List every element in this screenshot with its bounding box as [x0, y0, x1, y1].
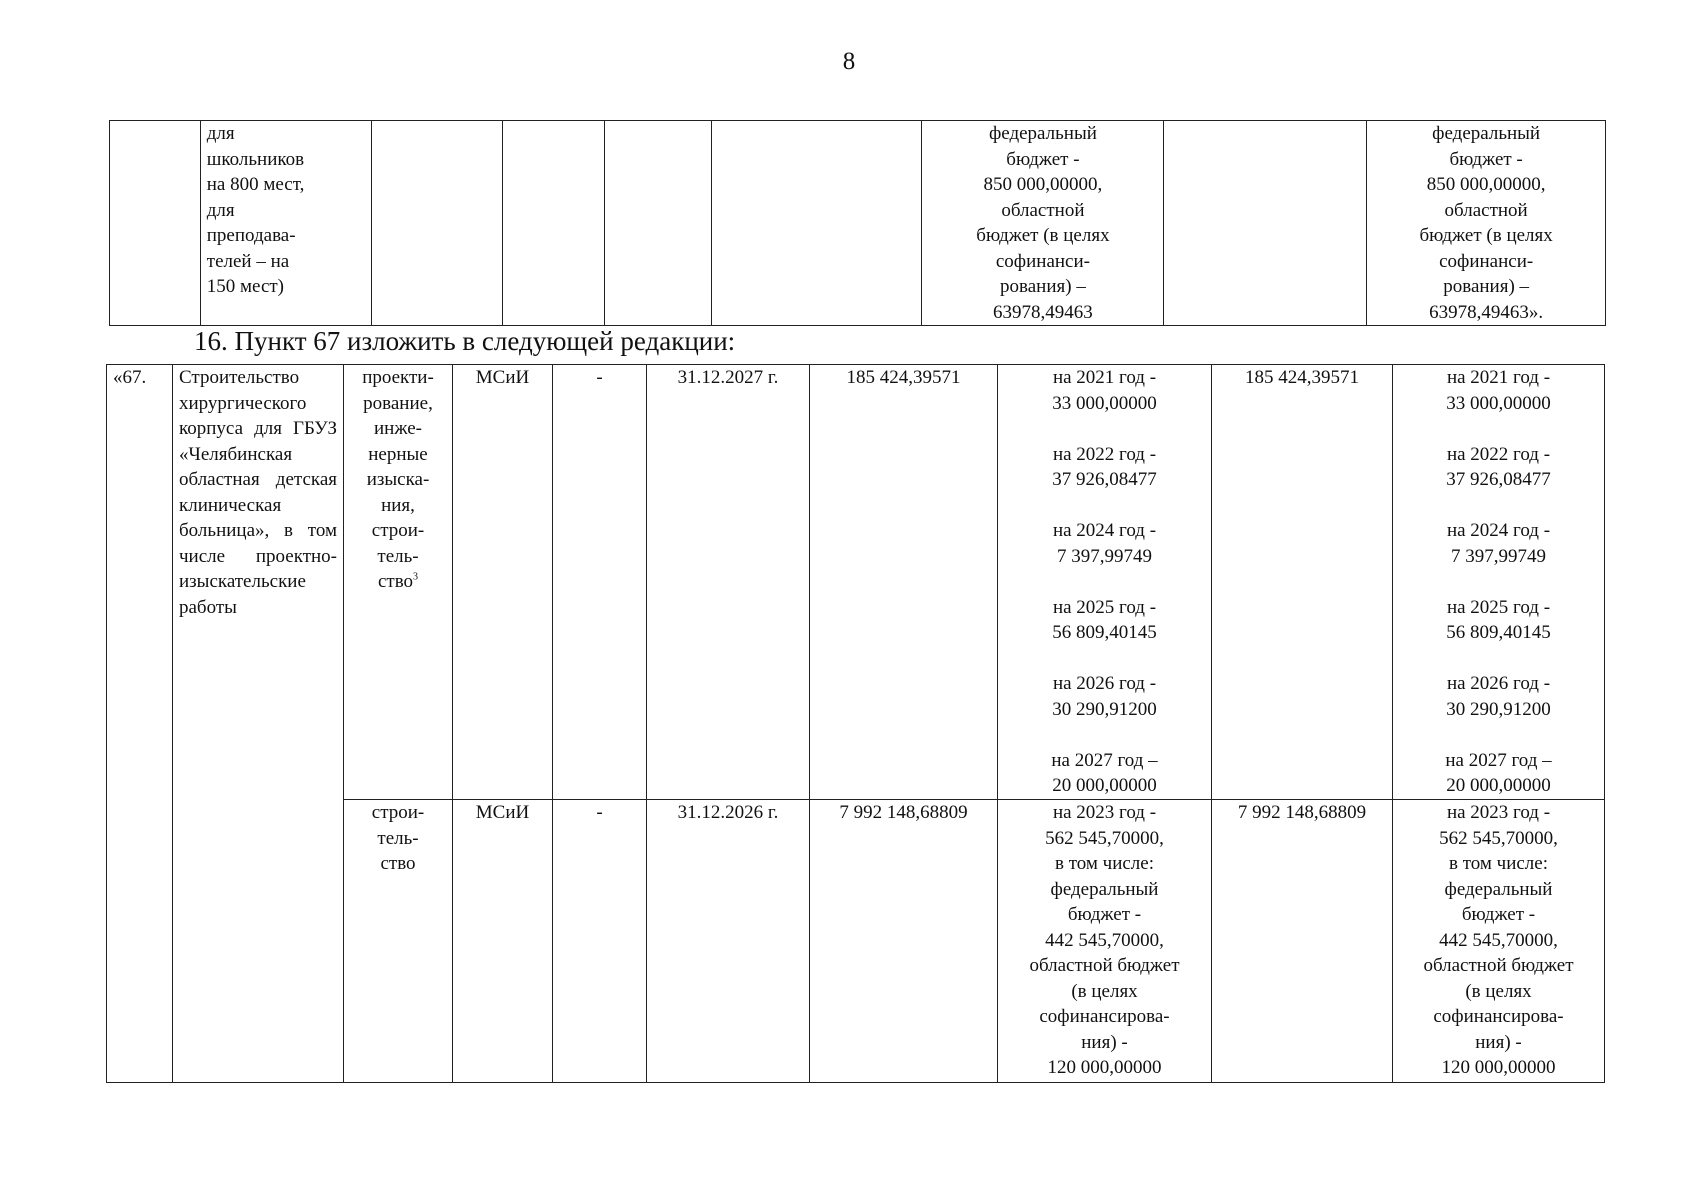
table-continuation	[109, 120, 1606, 326]
cell-total: 7 992 148,68809	[1212, 800, 1393, 1083]
table-row	[107, 365, 1605, 800]
cell-total	[1164, 121, 1367, 326]
cell-work-type	[344, 365, 453, 800]
cell-cost: 7 992 148,68809	[810, 800, 998, 1083]
cell-total: 185 424,39571	[1212, 365, 1393, 800]
table-row	[110, 121, 1606, 326]
cell-customer: МСиИ	[453, 800, 553, 1083]
cell-funding-total: на 2021 год - 33 000,00000 на 2022 год - 37 926,08477 на 2024 год - 7 397,99749 на 2025 год - 56 809,40145 на 2026 год - 30 290,91200 на 2027 год – 20 000,00000	[1393, 365, 1605, 800]
cell-item-number: «67.	[107, 365, 173, 1083]
cell-dash	[605, 121, 711, 326]
cell-funding-total: федеральный бюджет - 850 000,00000, областной бюджет (в целях софинанси- рования) – 63978,49463».	[1367, 121, 1606, 326]
cell-object-name: для школьников на 800 мест, для преподава- телей – на 150 мест)	[200, 121, 371, 326]
cell-funding-total: на 2023 год - 562 545,70000, в том числе: федеральный бюджет - 442 545,70000, областной бюджет (в целях софинансирова- ния) - 120 000,00000	[1393, 800, 1605, 1083]
cell-deadline	[711, 121, 922, 326]
cell-funding: на 2021 год - 33 000,00000 на 2022 год - 37 926,08477 на 2024 год - 7 397,99749 на 2025 год - 56 809,40145 на 2026 год - 30 290,91200 на 2027 год – 20 000,00000	[998, 365, 1212, 800]
cell-funding: федеральный бюджет - 850 000,00000, областной бюджет (в целях софинанси- рования) – 63978,49463	[922, 121, 1164, 326]
cell-funding: на 2023 год - 562 545,70000, в том числе: федеральный бюджет - 442 545,70000, областной бюджет (в целях софинансирова- ния) - 120 000,00000	[998, 800, 1212, 1083]
table-item-67	[106, 364, 1605, 1083]
cell-customer	[503, 121, 605, 326]
cell-object-name: Строительство хирургического корпуса для ГБУЗ «Челябинская областная детская клиническая больница», в том числе проектно-изыскательские работы	[173, 365, 344, 1083]
section-heading: 16. Пункт 67 изложить в следующей редакции:	[194, 326, 736, 356]
cell-dash: -	[553, 800, 647, 1083]
cell-work-type	[372, 121, 503, 326]
work-type-text: проекти- рование, инже- нерные изыска- ния, строи- тель- ство	[362, 367, 434, 592]
cell-dash: -	[553, 365, 647, 800]
cell-deadline: 31.12.2026 г.	[647, 800, 810, 1083]
cell-customer: МСиИ	[453, 365, 553, 800]
cell-cost: 185 424,39571	[810, 365, 998, 800]
cell-work-type: строи- тель- ство	[344, 800, 453, 1083]
footnote-mark: 3	[413, 571, 419, 583]
cell-number	[110, 121, 201, 326]
cell-deadline: 31.12.2027 г.	[647, 365, 810, 800]
page-number: 8	[842, 48, 856, 75]
